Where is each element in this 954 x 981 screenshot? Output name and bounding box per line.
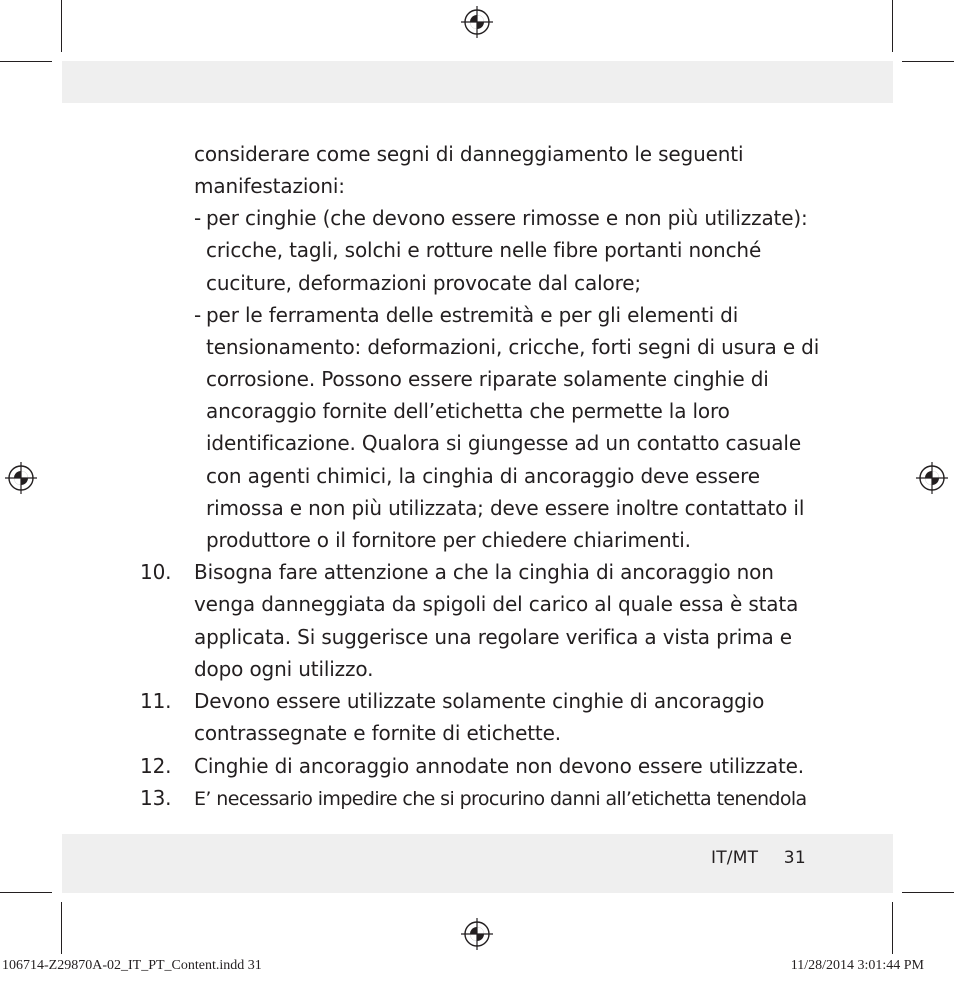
item-number: 10. bbox=[140, 560, 172, 584]
item-line: Bisogna fare attenzione a che la cinghia di ancoraggio non bbox=[194, 560, 774, 584]
crop-mark bbox=[902, 892, 954, 893]
bullet-line: corrosione. Possono essere riparate solamente cinghie di bbox=[206, 367, 769, 391]
crop-mark bbox=[61, 902, 62, 954]
footer-page-number: 31 bbox=[783, 848, 806, 868]
crop-mark bbox=[61, 0, 62, 52]
item-number: 11. bbox=[140, 689, 172, 713]
bullet-line: ancoraggio fornite dell’etichetta che permette la loro bbox=[206, 399, 730, 423]
item-line: contrassegnate e fornite di etichette. bbox=[194, 721, 561, 745]
bullet-line: per cinghie (che devono essere rimosse e non più utilizzate): bbox=[206, 206, 808, 230]
item-line: dopo ogni utilizzo. bbox=[194, 657, 374, 681]
bullet-line: cricche, tagli, solchi e rotture nelle fibre portanti nonché bbox=[206, 238, 762, 262]
bullet-dash: - bbox=[194, 206, 202, 230]
bullet-line: per le ferramenta delle estremità e per gli elementi di bbox=[206, 303, 739, 327]
crop-mark bbox=[0, 61, 52, 62]
crop-mark bbox=[0, 892, 52, 893]
registration-mark-icon bbox=[460, 5, 494, 39]
intro-line: considerare come segni di danneggiamento le seguenti bbox=[194, 142, 744, 166]
item-line: applicata. Si suggerisce una regolare verifica a vista prima e bbox=[194, 625, 792, 649]
slug-filename: 106714-Z29870A-02_IT_PT_Content.indd 31 bbox=[2, 958, 262, 973]
crop-mark bbox=[892, 902, 893, 954]
bullet-line: produttore o il fornitore per chiedere chiarimenti. bbox=[206, 528, 691, 552]
bullet-line: tensionamento: deformazioni, cricche, forti segni di usura e di bbox=[206, 335, 820, 359]
bullet-dash: - bbox=[194, 303, 202, 327]
page-footer bbox=[711, 848, 806, 868]
item-line: E’ necessario impedire che si procurino danni all’etichetta tenendola bbox=[194, 788, 807, 810]
item-number: 12. bbox=[140, 754, 172, 778]
intro-line: manifestazioni: bbox=[194, 174, 345, 198]
bullet-line: con agenti chimici, la cinghia di ancoraggio deve essere bbox=[206, 464, 760, 488]
slug-datetime: 11/28/2014 3:01:44 PM bbox=[790, 958, 924, 973]
bullet-line: identificazione. Qualora si giungesse ad un contatto casuale bbox=[206, 431, 801, 455]
registration-mark-icon bbox=[4, 461, 38, 495]
crop-mark bbox=[902, 61, 954, 62]
item-number: 13. bbox=[140, 786, 172, 810]
item-line: Devono essere utilizzate solamente cinghie di ancoraggio bbox=[194, 689, 765, 713]
bullet-line: rimossa e non più utilizzata; deve essere inoltre contattato il bbox=[206, 496, 805, 520]
registration-mark-icon bbox=[460, 917, 494, 951]
item-line: Cinghie di ancoraggio annodate non devono essere utilizzate. bbox=[194, 754, 805, 778]
registration-mark-icon bbox=[915, 461, 949, 495]
item-line: venga danneggiata da spigoli del carico al quale essa è stata bbox=[194, 592, 799, 616]
crop-mark bbox=[892, 0, 893, 52]
footer-language: IT/MT bbox=[711, 848, 759, 868]
bullet-line: cuciture, deformazioni provocate dal calore; bbox=[206, 271, 641, 295]
header-band bbox=[62, 61, 893, 103]
